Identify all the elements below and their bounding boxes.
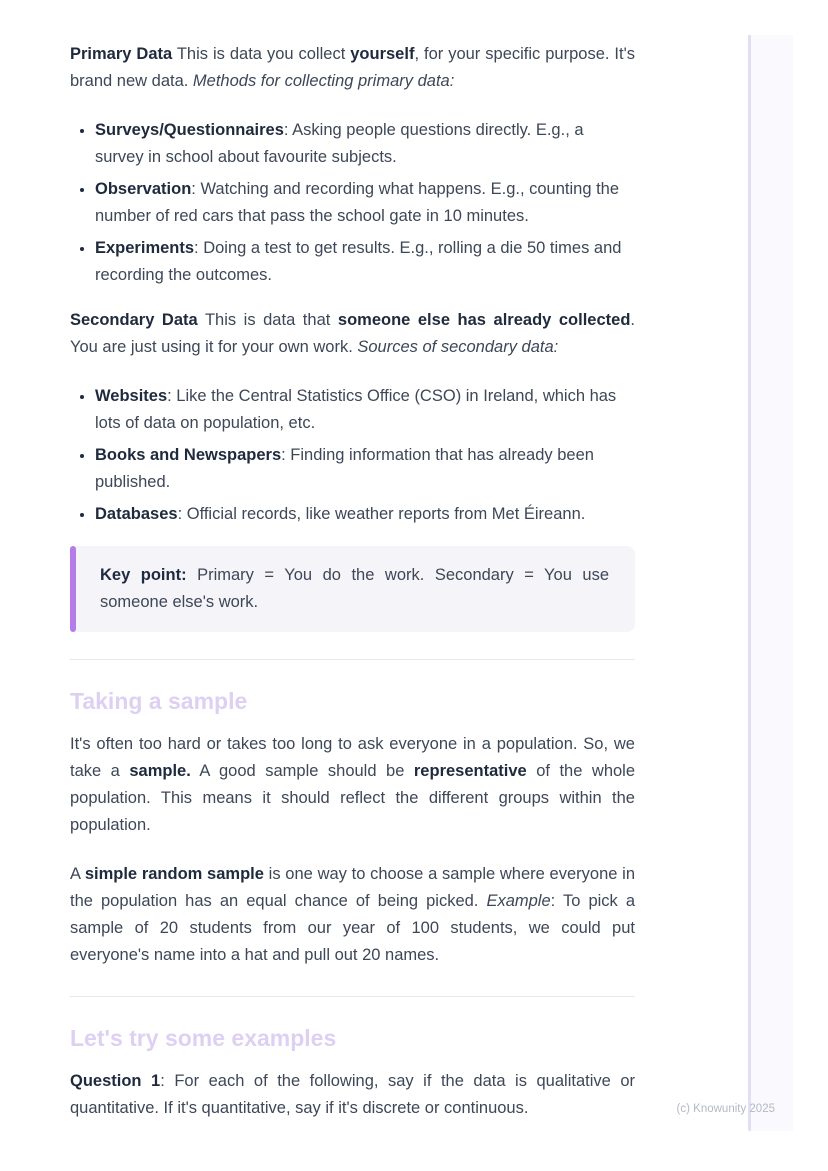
- list-item-surveys: • Surveys/Questionnaires: Asking people questions directly. E.g., a survey in school about favourite subjects.: [95, 117, 635, 171]
- section-divider: [70, 659, 635, 660]
- document-page: [70, 0, 635, 1144]
- sample-paragraph-2: A simple random sample is one way to choose a sample where everyone in the population has an equal chance of being picked. Example: To pick a sample of 20 students from our year of 100 students, we could put everyone's name into a hat and pull out 20 names.: [70, 865, 636, 964]
- list-item-databases: • Databases: Official records, like weather reports from Met Éireann.: [95, 501, 635, 528]
- primary-data-list: [70, 117, 635, 289]
- question-1-paragraph: Question 1: For each of the following, say if the data is qualitative or quantitative. If it's quantitative, say if it's discrete or continuous.: [70, 1072, 635, 1117]
- secondary-data-list: [70, 383, 635, 528]
- primary-data-paragraph: Primary Data This is data you collect yourself, for your specific purpose. It's brand new data. Methods for collecting primary data:: [70, 45, 635, 90]
- taking-a-sample-heading: Taking a sample: [70, 688, 248, 714]
- callout-accent-bar: [70, 546, 76, 632]
- page-edge-strip: [748, 35, 793, 1131]
- examples-heading: Let's try some examples: [70, 1025, 337, 1051]
- secondary-data-paragraph: Secondary Data This is data that someone else has already collected. You are just using it for your own work. Sources of secondary data:: [70, 311, 635, 356]
- section-divider: [70, 996, 635, 997]
- key-point-callout: [70, 546, 635, 632]
- list-item-books-newspapers: • Books and Newspapers: Finding information that has already been published.: [95, 442, 635, 496]
- list-item-websites: • Websites: Like the Central Statistics Office (CSO) in Ireland, which has lots of data on population, etc.: [95, 383, 635, 437]
- copyright-watermark: (c) Knowunity 2025: [676, 1103, 775, 1115]
- list-item-observation: • Observation: Watching and recording what happens. E.g., counting the number of red cars that pass the school gate in 10 minutes.: [95, 176, 635, 230]
- list-item-experiments: • Experiments: Doing a test to get results. E.g., rolling a die 50 times and recording the outcomes.: [95, 235, 635, 289]
- key-point-text: Key point: Primary = You do the work. Secondary = You use someone else's work.: [100, 566, 610, 611]
- sample-paragraph-1: It's often too hard or takes too long to ask everyone in a population. So, we take a sample. A good sample should be representative of the whole population. This means it should reflect the different groups within the population.: [70, 735, 636, 834]
